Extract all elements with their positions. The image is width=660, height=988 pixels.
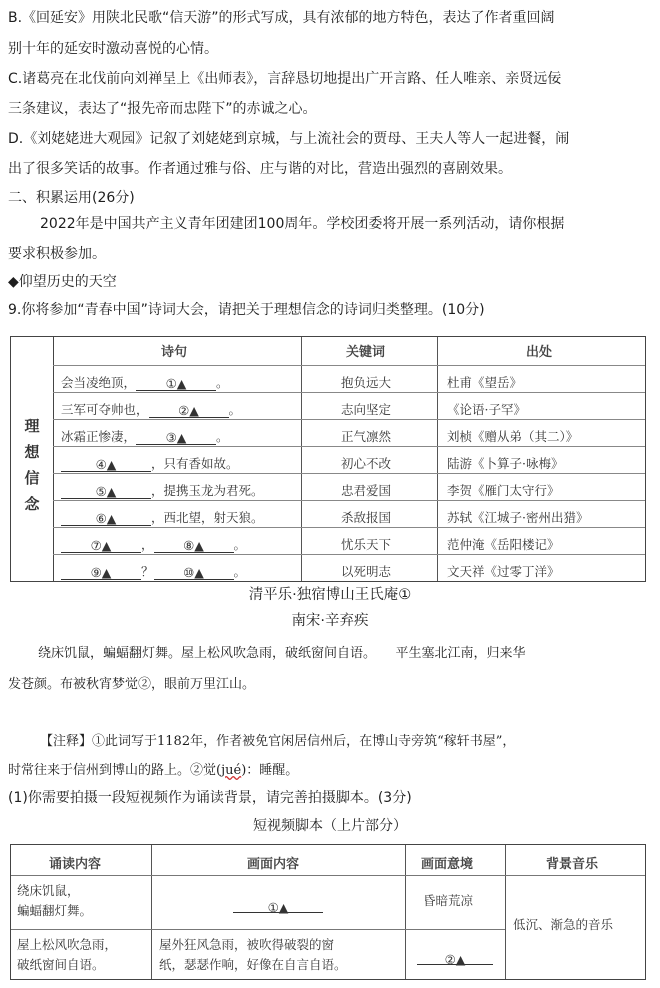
answer-blank: ⑥▲ [61, 511, 151, 526]
header-picture: 画面内容 [247, 857, 300, 872]
verse-text: ， [141, 537, 154, 552]
poem-author: 南宋·辛弃疾 [291, 613, 369, 629]
source-cell: 文天祥《过零丁洋》 [447, 564, 560, 579]
verse-text: 冰霜正惨凄， [61, 429, 137, 444]
reading-cell [17, 935, 117, 975]
side-char: 信 [24, 469, 40, 487]
source-cell: 陆游《卜算子·咏梅》 [447, 456, 564, 471]
verse-text: ，西北望，射天狼。 [151, 510, 264, 525]
verse-text: ，只有香如故。 [151, 456, 239, 471]
intro-line2: 要求积极参加。 [8, 246, 106, 262]
answer-blank: ⑦▲ [61, 538, 141, 553]
option-d-line1: D.《刘姥姥进大观园》记叙了刘姥姥到京城，与上流社会的贾母、王夫人等人一起进餐，闹 [8, 131, 570, 147]
picture-line: 纸，瑟瑟作响，好像在自言自语。 [159, 957, 347, 972]
verse-text: 会当凌绝顶， [61, 375, 137, 390]
reading-line: 破纸窗间自语。 [17, 957, 105, 972]
question-1: (1)你需要拍摄一段短视频作为诵读背景，请完善拍摄脚本。(3分) [8, 790, 412, 806]
option-b-line1: B.《回延安》用陕北民歌“信天游”的形式写成，具有浓郁的地方特色，表达了作者重回阔 [8, 10, 555, 26]
source-cell: 李贺《雁门太守行》 [447, 483, 560, 498]
answer-blank: ①▲ [136, 376, 216, 391]
answer-blank: ⑩▲ [154, 565, 234, 580]
verse-text: 。 [228, 402, 242, 417]
answer-blank: ①▲ [233, 898, 323, 913]
picture-cell [159, 935, 347, 975]
answer-blank: ⑧▲ [154, 538, 234, 553]
header-verse: 诗句 [161, 345, 188, 360]
pinyin: jué [221, 763, 242, 778]
side-char: 想 [24, 443, 40, 461]
keyword-cell: 以死明志 [341, 564, 392, 579]
poem-note2 [8, 761, 298, 781]
answer-blank: ②▲ [149, 403, 229, 418]
option-c-line1: C.诸葛亮在北伐前向刘禅呈上《出师表》，言辞恳切地提出广开言路、任人唯亲、亲贤远佞 [8, 71, 562, 87]
reading-line: 绕床饥鼠， [17, 883, 80, 898]
answer-blank: ⑤▲ [61, 484, 151, 499]
option-d-line2: 出了很多笑话的故事。作者通过雅与俗、庄与谐的对比，营造出强烈的喜剧效果。 [8, 161, 512, 177]
poem-line1: 绕床饥鼠，蝙蝠翻灯舞。屋上松风吹急雨，破纸窗间自语。 平生塞北江南，归来华 [38, 646, 526, 661]
source-cell: 苏轼《江城子·密州出猎》 [447, 510, 589, 525]
table-row [61, 535, 246, 553]
intro-line1: 2022年是中国共产主义青年团建团100周年。学校团委将开展一系列活动，请你根据 [40, 216, 565, 232]
header-keyword: 关键词 [346, 345, 386, 360]
poetry-table [10, 336, 646, 582]
music-cell: 低沉、渐急的音乐 [513, 917, 614, 932]
source-cell: 《论语·子罕》 [447, 402, 526, 417]
side-char: 理 [24, 417, 40, 435]
verse-text: ？ [141, 564, 154, 579]
note-text: )：睡醒。 [241, 763, 299, 778]
subsection-heading: ◆仰望历史的天空 [8, 274, 117, 290]
answer-blank: ③▲ [136, 430, 216, 445]
mood-blank-cell [417, 945, 493, 965]
reading-line: 屋上松风吹急雨， [17, 937, 118, 952]
table-row [61, 400, 241, 418]
verse-text: ，提携玉龙为君死。 [151, 483, 264, 498]
header-reading: 诵读内容 [49, 857, 102, 872]
table-row [61, 454, 239, 472]
verse-text: 。 [216, 375, 229, 390]
answer-blank: ⑨▲ [61, 565, 141, 580]
keyword-cell: 杀敌报国 [341, 510, 392, 525]
side-char: 念 [24, 495, 40, 513]
source-cell: 范仲淹《岳阳楼记》 [447, 537, 560, 552]
picture-blank-cell [233, 893, 323, 913]
script-title: 短视频脚本（上片部分） [253, 818, 407, 834]
picture-line: 屋外狂风急雨，被吹得破裂的窗 [159, 937, 335, 952]
table-row [61, 373, 229, 391]
header-mood: 画面意境 [421, 857, 474, 872]
section-heading: 二、积累运用(26分) [8, 190, 135, 206]
source-cell: 刘桢《赠从弟（其二）》 [447, 429, 579, 444]
answer-blank: ④▲ [61, 457, 151, 472]
script-table [10, 844, 646, 980]
table-side-label [11, 337, 54, 581]
poem-title: 清平乐·独宿博山王氏庵① [248, 587, 412, 603]
option-c-line2: 三条建议，表达了“报先帝而忠陛下”的赤诚之心。 [8, 101, 317, 117]
keyword-cell: 初心不改 [341, 456, 392, 471]
verse-text: 。 [233, 537, 247, 552]
keyword-cell: 志向坚定 [341, 402, 392, 417]
reading-line: 蝙蝠翻灯舞。 [17, 903, 93, 918]
table-row [61, 427, 229, 445]
reading-cell [17, 881, 92, 921]
keyword-cell: 正气凛然 [341, 429, 392, 444]
verse-text: 。 [233, 564, 247, 579]
verse-text: 三军可夺帅也， [61, 402, 149, 417]
mood-cell: 昏暗荒凉 [423, 893, 474, 908]
table-row [61, 508, 264, 526]
question-9: 9.你将参加“青春中国”诗词大会，请把关于理想信念的诗词归类整理。(10分) [8, 302, 485, 318]
keyword-cell: 忠君爱国 [341, 483, 392, 498]
header-source: 出处 [526, 345, 553, 360]
poem-line2: 发苍颜。布被秋宵梦觉②，眼前万里江山。 [8, 677, 256, 692]
verse-text: 。 [216, 429, 229, 444]
header-music: 背景音乐 [546, 857, 599, 872]
table-row [61, 562, 246, 580]
keyword-cell: 抱负远大 [341, 375, 392, 390]
answer-blank: ②▲ [417, 950, 493, 965]
table-row [61, 481, 264, 499]
poem-note1: 【注释】①此词写于1182年，作者被免官闲居信州后，在博山寺旁筑“稼轩书屋”， [40, 734, 516, 749]
option-b-line2: 别十年的延安时激动喜悦的心情。 [8, 41, 218, 57]
source-cell: 杜甫《望岳》 [447, 375, 523, 390]
keyword-cell: 忧乐天下 [341, 537, 392, 552]
note-text: 时常往来于信州到博山的路上。②觉( [8, 763, 222, 778]
